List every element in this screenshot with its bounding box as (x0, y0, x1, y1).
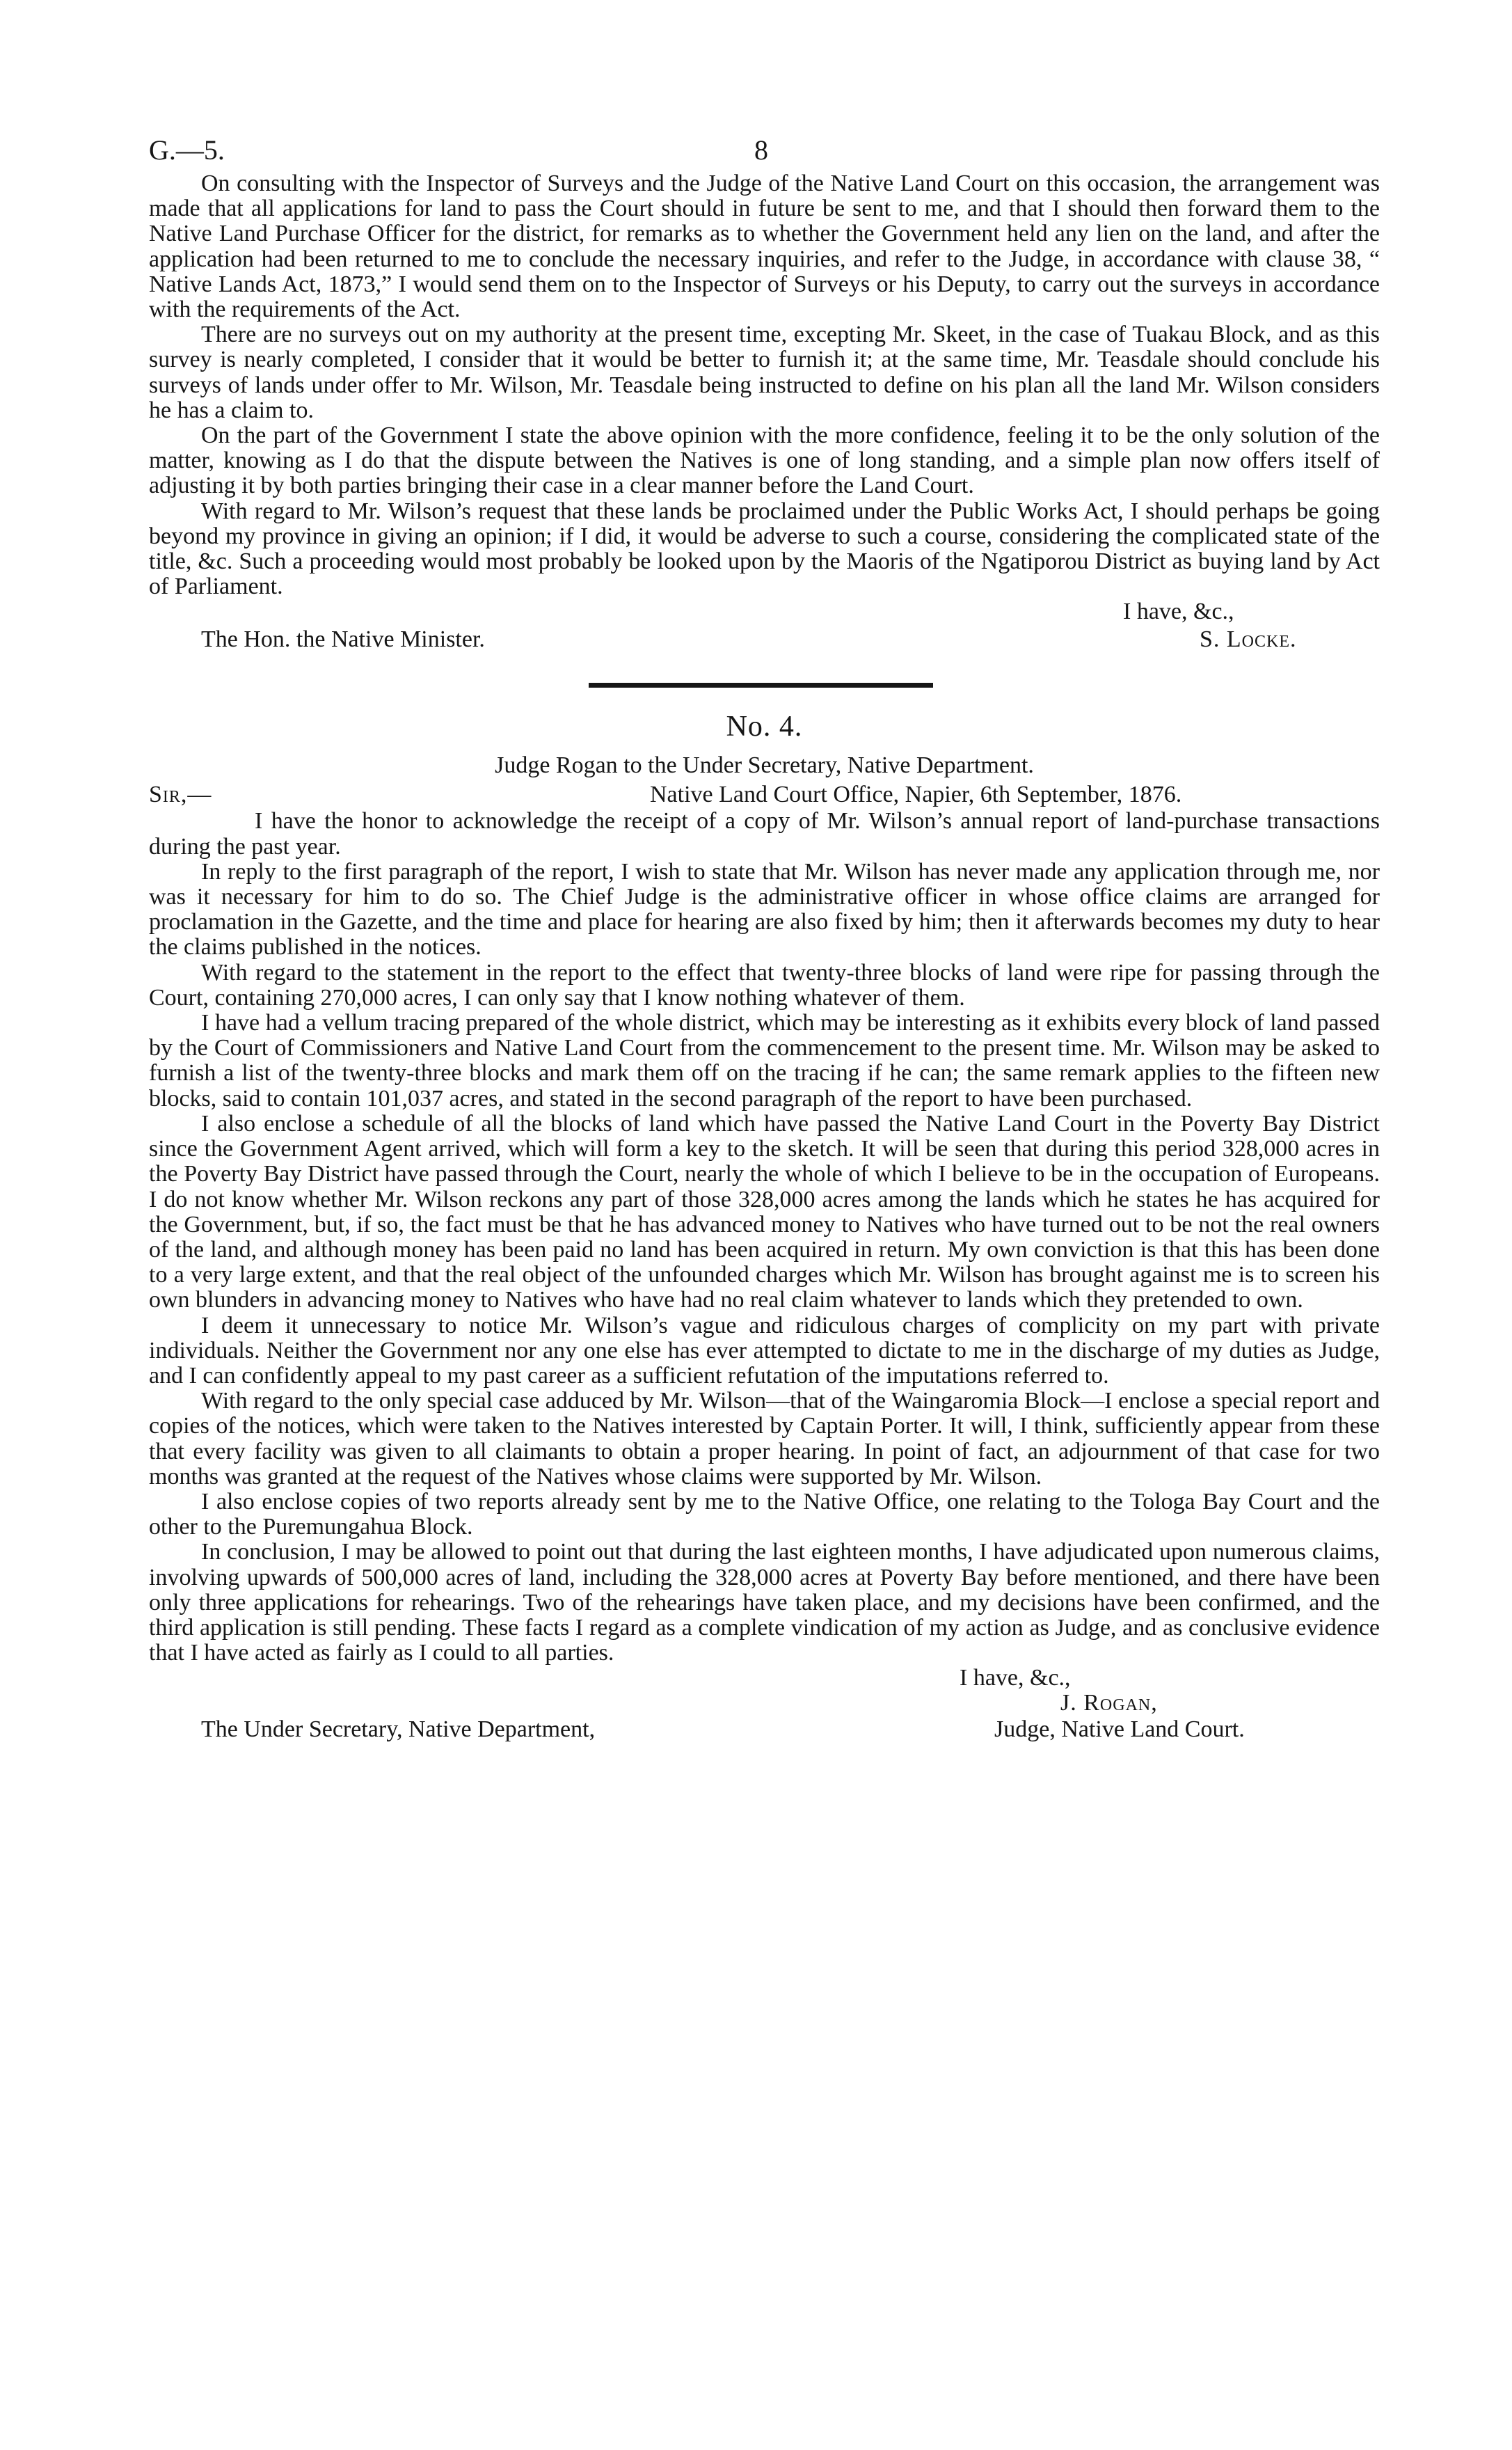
letter-4-body (149, 809, 1380, 1666)
signature: J. Rogan, (1060, 1690, 1158, 1716)
letter-number: No. 4. (726, 711, 803, 743)
paragraph: In reply to the first paragraph of the report, I wish to state that Mr. Wilson has never made any application through me, nor was it necessary for him to do so. The Chief Judge is the administrative officer in whose office claims are arranged for proclamation in the Gazette, and the time and place for hearing are also fixed by him; then it afterwards becomes my duty to hear the claims published in the notices. (149, 858, 1380, 961)
paragraph: With regard to Mr. Wilson’s request that these lands be proclaimed under the Public Works Act, I should perhaps be going beyond my province in giving an opinion; if I did, it would be adverse to such a course, considering the complicated state of the title, &c. Such a proceeding would most probably be looked upon by the Maoris of the Ngatiporou District as buying land by Act of Parliament. (149, 498, 1380, 600)
letter-4-closing (149, 1666, 1380, 1745)
paragraph: In conclusion, I may be allowed to point out that during the last eighteen months, I have adjudicated upon numerous claims, involving upwards of 500,000 acres of land, including the 328,000 acres at Poverty Bay before mentioned, and there have been only three applications for rehearings. Two of the rehearings have taken place, and my decisions have been confirmed, and the third application is still pending. These facts I regard as a complete vindication of my action as Judge, and as conclusive evidence that I have acted as fairly as I could to all parties. (149, 1539, 1380, 1666)
page-number: 8 (754, 134, 768, 166)
document-reference: G.—5. (149, 134, 225, 166)
page-header (149, 132, 1380, 171)
dateline: Native Land Court Office, Napier, 6th September, 1876. (650, 782, 1182, 808)
section-divider (589, 683, 933, 688)
paragraph: I have had a vellum tracing prepared of the whole district, which may be interesting as it exhibits every block of land passed by the Court of Commissioners and Native Land Court from the commencement to the present time. Mr. Wilson may be asked to furnish a list of the twenty-three blocks and mark them off on the tracing if he can; the same remark applies to the fifteen new blocks, said to contain 101,037 acres, and stated in the second paragraph of the report to have been purchased. (149, 1010, 1380, 1112)
document-page (149, 132, 1380, 1745)
signatory-title: Judge, Native Land Court. (994, 1716, 1245, 1743)
paragraph: With regard to the only special case adduced by Mr. Wilson—that of the Waingaromia Block—I enclose a special report and copies of the notices, which were taken to the Natives interested by Captain Porter. It will, I think, sufficiently appear from these that every facility was given to all claimants to obtain a proper hearing. In point of fact, an adjournment of that case for two months was granted at the request of the Natives whose claims were supported by Mr. Wilson. (149, 1388, 1380, 1489)
addressee: The Under Secretary, Native Department, (201, 1716, 596, 1743)
letter-3-closing (149, 599, 1380, 656)
paragraph: I have the honor to acknowledge the receipt of a copy of Mr. Wilson’s annual report of land-purchase transactions during the past year. (149, 808, 1380, 860)
greeting: Sir,— (149, 782, 212, 808)
salutation: I have, &c., (1123, 599, 1234, 625)
salutation: I have, &c., (960, 1665, 1071, 1691)
paragraph: I also enclose a schedule of all the blocks of land which have passed the Native Land Court in the Poverty Bay District since the Government Agent arrived, which will form a key to the sketch. It will be seen that during this period 328,000 acres in the Poverty Bay District have passed through the Court, nearly the whole of which I believe to be in the occupation of Europeans. I do not know whether Mr. Wilson reckons any part of those 328,000 acres among the lands which he states he has acquired for the Government, but, if so, the fact must be that he has advanced money to Natives who have turned out to be not the real owners of the land, and although money has been paid no land has been acquired in return. My own conviction is that this has been done to a very large extent, and that the real object of the unfounded charges which Mr. Wilson has brought against me is to screen his own blunders in advancing money to Natives who have had no real claim whatever to lands which they pretended to own. (149, 1110, 1380, 1313)
paragraph: There are no surveys out on my authority at the present time, excepting Mr. Skeet, in the case of Tuakau Block, and as this survey is nearly completed, I consider that it would be better to furnish it; at the same time, Mr. Teasdale should conclude his surveys of lands under offer to Mr. Wilson, Mr. Teasdale being instructed to define on his plan all the land Mr. Wilson considers he has a claim to. (149, 322, 1380, 423)
paragraph: I also enclose copies of two reports already sent by me to the Native Office, one relating to the Tologa Bay Court and the other to the Puremungahua Block. (149, 1488, 1380, 1540)
letter-3-body (149, 171, 1380, 599)
addressee: The Hon. the Native Minister. (201, 626, 485, 653)
letter-heading: Judge Rogan to the Under Secretary, Native Department. (495, 752, 1034, 779)
signature: S. Locke. (1200, 626, 1297, 653)
paragraph: With regard to the statement in the report to the effect that twenty-three blocks of land were ripe for passing through the Court, containing 270,000 acres, I can only say that I know nothing whatever of them. (149, 959, 1380, 1011)
paragraph: On consulting with the Inspector of Surveys and the Judge of the Native Land Court on this occasion, the arrangement was made that all applications for land to pass the Court should in future be sent to me, and that I should then forward them to the Native Land Purchase Officer for the district, for remarks as to whether the Government held any lien on the land, and after the application had been returned to me to conclude the necessary inquiries, and refer to the Judge, in accordance with clause 38, “ Native Lands Act, 1873,” I would send them on to the Inspector of Surveys or his Deputy, to carry out the surveys in accordance with the requirements of the Act. (149, 171, 1380, 323)
paragraph: On the part of the Government I state the above opinion with the more confidence, feeling it to be the only solution of the matter, knowing as I do that the dispute between the Natives is one of long standing, and a simple plan now offers itself of adjusting it by both parties bringing their case in a clear manner before the Land Court. (149, 422, 1380, 499)
greeting-line (149, 782, 1380, 809)
paragraph: I deem it unnecessary to notice Mr. Wilson’s vague and ridiculous charges of complicity on my part with private individuals. Neither the Government nor any one else has ever attempted to dictate to me in the discharge of my duties as Judge, and I can confidently appeal to my past career as a sufficient refutation of the imputations referred to. (149, 1312, 1380, 1389)
